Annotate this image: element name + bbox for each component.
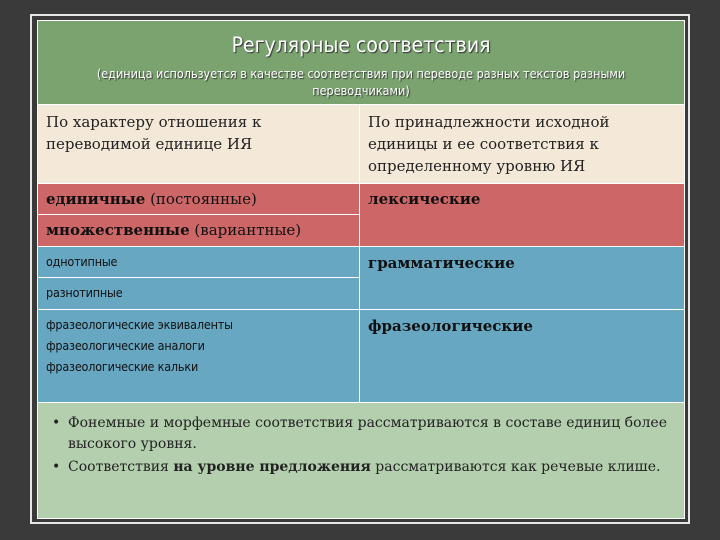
cell-phraseo-types [38,310,360,403]
cell-single [38,184,360,215]
cell-multiple [38,215,360,247]
note-2-emphasis: на уровне предложения [173,459,371,475]
multiple-term: множественные [46,221,190,239]
note-item-2 [46,457,676,478]
same-type-term: однотипные [46,254,118,269]
phraseological-term: фразеологические [368,317,533,335]
table-header [38,21,685,105]
phraseo-analogs: фразеологические аналоги [46,338,205,353]
phraseo-calques: фразеологические кальки [46,359,199,374]
cell-grammatical [360,247,685,310]
grammatical-term: грамматические [368,254,515,272]
single-term: единичные [46,190,146,208]
multiple-note: (вариантные) [189,221,302,239]
note-2-post: рассматриваются как речевые клише. [370,459,661,475]
bullet-icon: • [52,459,61,475]
phraseo-equivalents: фразеологические эквиваленты [46,317,233,332]
cell-lexical [360,184,685,247]
single-note: (постоянные) [145,190,257,208]
cell-same-type [38,247,360,278]
column-header-right: По принадлежности исходной единицы и ее соответствия к определенному уровню ИЯ [360,105,685,184]
column-header-left: По характеру отношения к переводимой единице ИЯ [38,105,360,184]
notes-list [46,413,676,478]
note-2-pre: Соответствия [68,459,174,475]
cell-diff-type [38,278,360,310]
correspondence-table [37,20,685,519]
note-item-1 [46,413,676,455]
cell-phraseological [360,310,685,403]
lexical-term: лексические [368,190,481,208]
bullet-icon: • [52,415,61,431]
page-title: Регулярные соответствия [231,33,491,57]
diff-type-term: разнотипные [46,285,123,300]
notes-cell [38,403,685,519]
note-1-text: Фонемные и морфемные соответствия рассматриваются в составе единиц более высокого уровня. [68,415,667,452]
page-subtitle: (единица используется в качестве соответствия при переводе разных текстов разными переводчиками) [96,66,626,98]
